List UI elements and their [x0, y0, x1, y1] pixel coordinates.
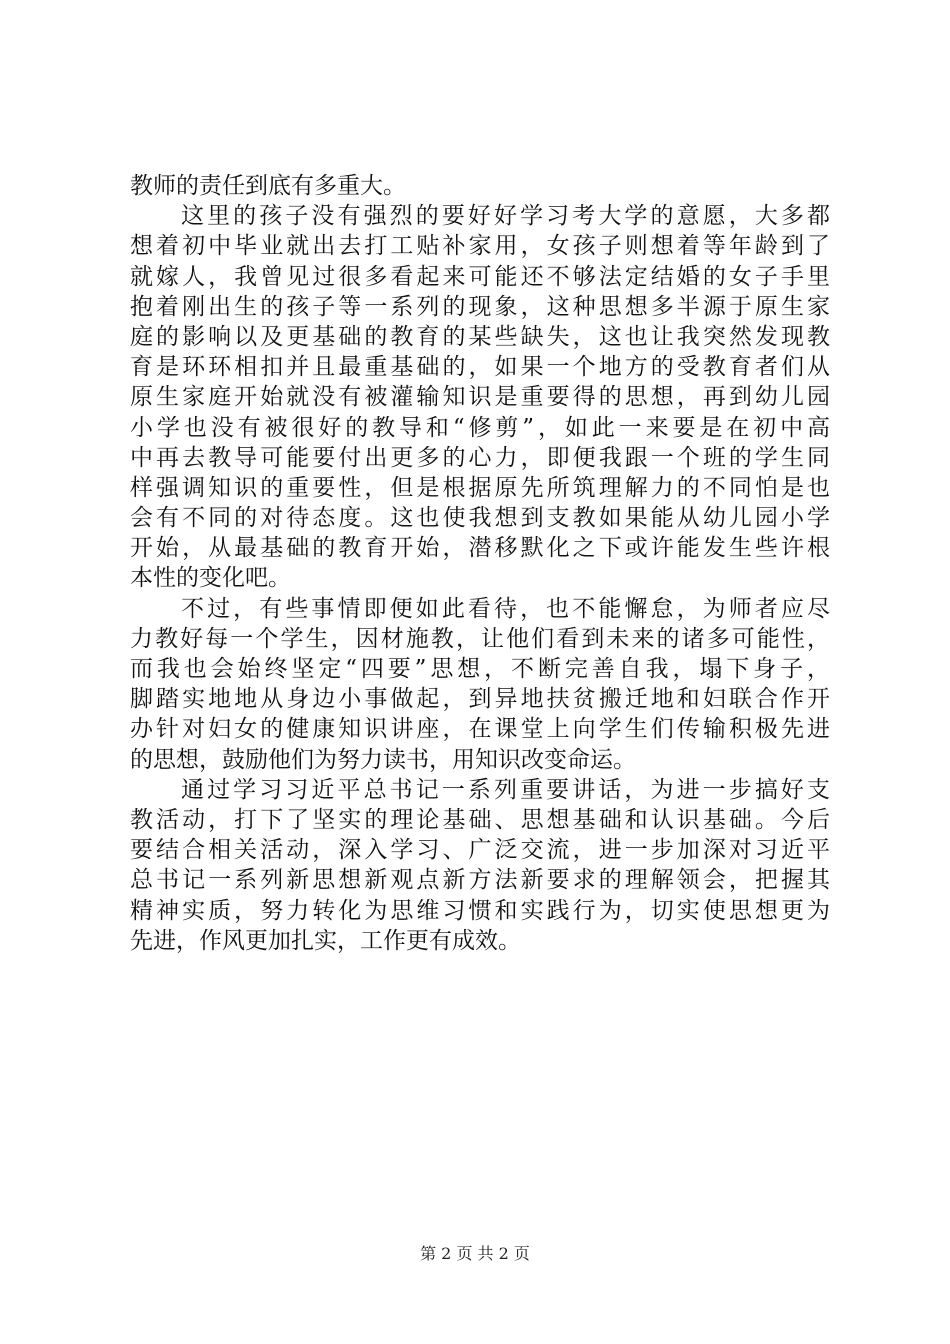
- text-line: 原生家庭开始就没有被灌输知识是重要得的思想，再到幼儿园: [130, 384, 830, 411]
- paragraph: [130, 201, 830, 593]
- text-line: 育是环环相扣并且最重基础的，如果一个地方的受教育者们从: [130, 354, 830, 381]
- text-line: 精神实质，努力转化为思维习惯和实践行为，切实使思想更为: [130, 897, 830, 924]
- text-line: 抱着刚出生的孩子等一系列的现象，这种思想多半源于原生家: [130, 293, 830, 320]
- text-line: 小学也没有被很好的教导和“修剪”，如此一来要是在初中高: [130, 414, 830, 441]
- text-line: 会有不同的对待态度。这也使我想到支教如果能从幼儿园小学: [130, 505, 830, 532]
- text-line: 这里的孩子没有强烈的要好好学习考大学的意愿，大多都: [181, 203, 830, 230]
- page-footer: 第 2 页 共 2 页: [420, 1244, 530, 1263]
- text-line: 庭的影响以及更基础的教育的某些缺失，这也让我突然发现教: [130, 323, 830, 350]
- text-line: 的思想，鼓励他们为努力读书，用知识改变命运。: [130, 746, 636, 773]
- text-line: 而我也会始终坚定“四要”思想，不断完善自我，塌下身子，: [130, 656, 830, 682]
- text-line: 不过，有些事情即便如此看待，也不能懈怠，为师者应尽: [181, 595, 830, 622]
- text-line: 本性的变化吧。: [130, 565, 291, 592]
- paragraph: [130, 171, 830, 201]
- text-line: 脚踏实地地从身边小事做起，到异地扶贫搬迁地和妇联合作开: [130, 686, 830, 713]
- paragraph: [130, 594, 830, 775]
- text-line: 要结合相关活动，深入学习、广泛交流，进一步加深对习近平: [130, 837, 830, 864]
- text-line: 力教好每一个学生，因材施教，让他们看到未来的诸多可能性，: [130, 625, 830, 652]
- document-body: [130, 171, 830, 956]
- text-line: 样强调知识的重要性，但是根据原先所筑理解力的不同怕是也: [130, 474, 830, 501]
- text-line: 就嫁人，我曾见过很多看起来可能还不够法定结婚的女子手里: [130, 263, 830, 290]
- paragraph: [130, 775, 830, 956]
- text-line: 办针对妇女的健康知识讲座，在课堂上向学生们传输积极先进: [130, 716, 830, 743]
- text-line: 通过学习习近平总书记一系列重要讲话，为进一步搞好支: [181, 776, 830, 803]
- text-line: 教活动，打下了坚实的理论基础、思想基础和认识基础。今后: [130, 806, 830, 833]
- text-line: 开始，从最基础的教育开始，潜移默化之下或许能发生些许根: [130, 535, 830, 562]
- text-line: 想着初中毕业就出去打工贴补家用，女孩子则想着等年龄到了: [130, 233, 830, 260]
- text-line: 中再去教导可能要付出更多的心力，即便我跟一个班的学生同: [130, 444, 830, 471]
- text-line: 教师的责任到底有多重大。: [130, 173, 406, 199]
- text-line: 总书记一系列新思想新观点新方法新要求的理解领会，把握其: [130, 867, 830, 894]
- text-line: 先进，作风更加扎实，工作更有成效。: [130, 927, 521, 954]
